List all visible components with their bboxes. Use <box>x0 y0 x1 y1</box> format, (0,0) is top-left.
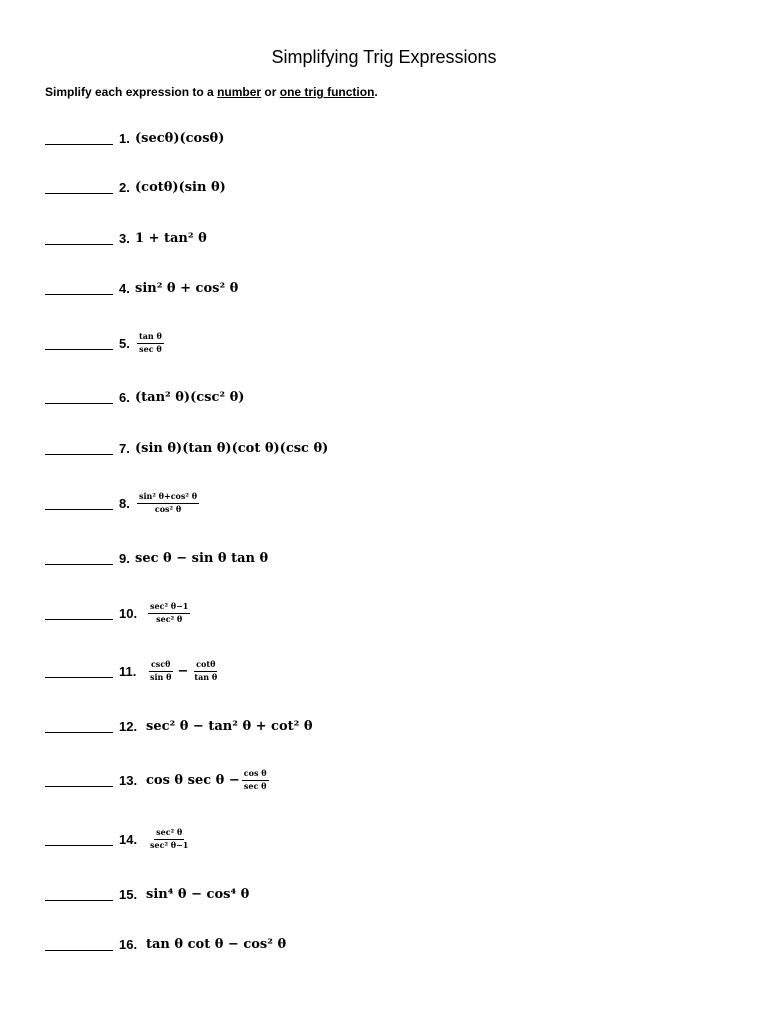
answer-blank[interactable] <box>45 193 113 194</box>
problem-4 <box>45 276 238 300</box>
problem-number: 7. <box>119 440 130 456</box>
problem-number: 16. <box>119 936 138 952</box>
problem-number: 1. <box>119 130 130 146</box>
problem-number: 15. <box>119 886 138 902</box>
problem-3 <box>45 226 207 250</box>
expression <box>146 602 192 624</box>
expression: tan θ cot θ − cos² θ <box>146 936 287 952</box>
numerator: sin² θ+cos² θ <box>137 492 199 504</box>
answer-blank[interactable] <box>45 786 113 787</box>
instructions <box>45 85 378 99</box>
answer-blank[interactable] <box>45 845 113 846</box>
fraction <box>137 332 164 354</box>
problem-12 <box>45 714 313 738</box>
problem-number: 8. <box>119 495 130 511</box>
answer-blank[interactable] <box>45 403 113 404</box>
answer-blank[interactable] <box>45 294 113 295</box>
denominator: sec θ <box>243 780 267 791</box>
answer-blank[interactable] <box>45 454 113 455</box>
minus-operator: − <box>177 663 189 679</box>
problem-16 <box>45 932 286 956</box>
expression: (tan² θ)(csc² θ) <box>135 389 245 405</box>
problem-number: 11. <box>119 663 137 679</box>
problem-number: 3. <box>119 230 130 246</box>
expression: sec θ − sin θ tan θ <box>135 550 269 566</box>
problem-number: 13. <box>119 772 138 788</box>
instructions-prefix: Simplify each expression to a <box>45 85 218 99</box>
answer-blank[interactable] <box>45 950 113 951</box>
fraction <box>242 769 269 791</box>
answer-blank[interactable] <box>45 732 113 733</box>
expression <box>146 828 192 850</box>
problem-number: 4. <box>119 280 130 296</box>
denominator: sec² θ <box>156 613 183 624</box>
answer-blank[interactable] <box>45 564 113 565</box>
answer-blank[interactable] <box>45 900 113 901</box>
fraction <box>148 660 173 682</box>
expression <box>146 769 271 791</box>
answer-blank[interactable] <box>45 677 113 678</box>
problem-14 <box>45 827 192 851</box>
problem-number: 5. <box>119 335 130 351</box>
instructions-trig-function: one trig function <box>279 85 375 99</box>
problem-1 <box>45 126 224 150</box>
answer-blank[interactable] <box>45 509 113 510</box>
numerator: sec² θ <box>154 828 184 840</box>
problem-10 <box>45 601 192 625</box>
expression: sin² θ + cos² θ <box>135 280 239 296</box>
answer-blank[interactable] <box>45 244 113 245</box>
expression <box>146 660 221 682</box>
denominator: cos² θ <box>154 503 182 514</box>
numerator: cotθ <box>194 660 217 672</box>
problem-13 <box>45 768 271 792</box>
expression: 1 + tan² θ <box>135 230 207 246</box>
instructions-number: number <box>217 85 262 99</box>
problem-2 <box>45 175 226 199</box>
expression <box>135 492 201 514</box>
numerator: sec² θ−1 <box>148 602 190 614</box>
instructions-suffix: . <box>374 85 378 99</box>
problem-number: 9. <box>119 550 130 566</box>
problem-11 <box>45 659 221 683</box>
fraction <box>192 660 219 682</box>
problem-5 <box>45 331 166 355</box>
problem-number: 12. <box>119 718 138 734</box>
problem-15 <box>45 882 249 906</box>
expression: (sin θ)(tan θ)(cot θ)(csc θ) <box>135 440 329 456</box>
expression: sin⁴ θ − cos⁴ θ <box>146 886 250 902</box>
problem-6 <box>45 385 244 409</box>
problem-8 <box>45 491 201 515</box>
answer-blank[interactable] <box>45 144 113 145</box>
problem-7 <box>45 436 328 460</box>
denominator: sin θ <box>150 671 172 682</box>
problem-number: 2. <box>119 179 130 195</box>
answer-blank[interactable] <box>45 349 113 350</box>
numerator: cscθ <box>149 660 173 672</box>
problem-number: 10. <box>119 605 138 621</box>
expression: (cotθ)(sin θ) <box>135 179 226 195</box>
expression-part: cos θ sec θ − <box>146 772 240 788</box>
problem-number: 6. <box>119 389 130 405</box>
expression: (secθ)(cosθ) <box>135 130 225 146</box>
fraction <box>148 602 190 624</box>
answer-blank[interactable] <box>45 619 113 620</box>
expression <box>135 332 166 354</box>
denominator: sec² θ−1 <box>150 839 189 850</box>
denominator: sec θ <box>139 343 162 354</box>
denominator: tan θ <box>194 671 218 682</box>
instructions-mid: or <box>261 85 280 99</box>
fraction <box>148 828 190 850</box>
problem-number: 14. <box>119 831 138 847</box>
problem-9 <box>45 546 268 570</box>
worksheet-title: Simplifying Trig Expressions <box>271 47 497 67</box>
numerator: cos θ <box>242 769 269 781</box>
numerator: tan θ <box>137 332 164 344</box>
expression: sec² θ − tan² θ + cot² θ <box>146 718 313 734</box>
fraction <box>137 492 199 514</box>
